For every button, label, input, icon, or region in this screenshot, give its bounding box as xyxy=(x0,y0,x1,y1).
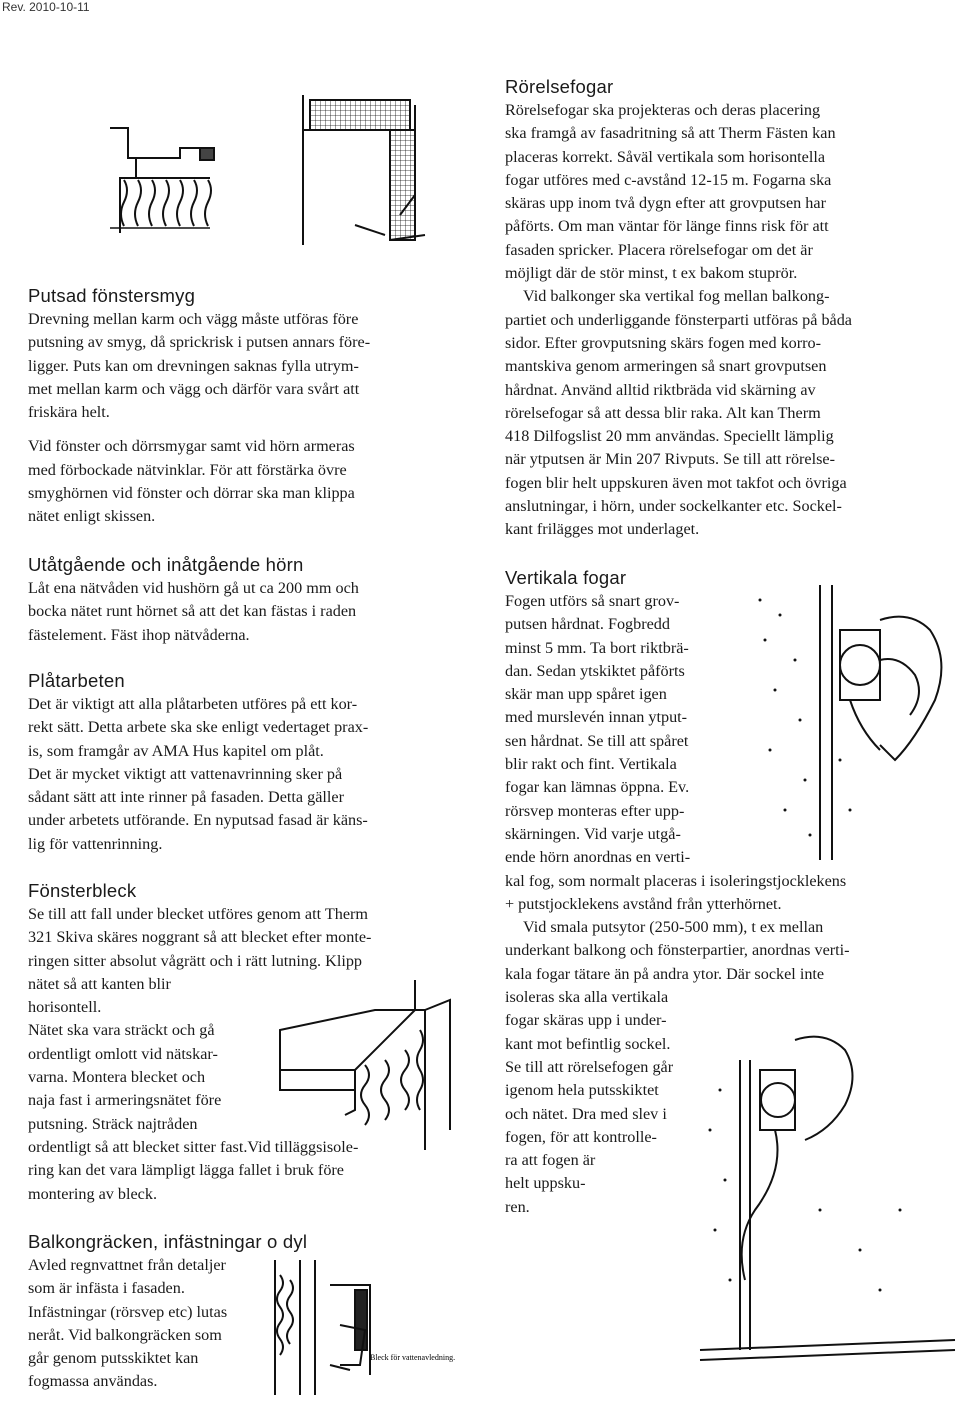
paragraph-vertikala-fogar: Fogen utförs så snart grov- putsen hårdnat. Fogbredd minst 5 mm. Ta bort riktbrä- dan. Sedan ytskiktet påförts skär man upp spåret igen med murslevén innan ytput- sen hårdnat. Se till att spåret blir rakt och fint. Vertikala fogar kan lämnas öppna. Ev. rörsvep monteras efter upp- skärningen. Vid varje utgå- ende hörn anordnas en verti- kal fog, som normalt placeras i isoleringstjocklekens + putstjocklekens avstånd från ytterhörnet. Vid smala putsytor (250-500 mm), t ex mellan underkant balkong och fönsterpartier, anordnas verti- kala fogar tätare än på andra ytor. Där sockel inte isoleras ska alla vertikala fogar skäras upp i under- kant mot befintlig sockel. Se till att rörelsefogen går igenom hela putsskiktet och nätet. Dra med slev i fogen, för att kontrolle- ra att fogen är helt uppsku- ren. xyxy=(505,592,850,1216)
heading-fonsterbleck: Fönsterbleck xyxy=(28,880,137,901)
corner-mesh-sketch xyxy=(295,95,445,255)
paragraph-rorelsefogar: Rörelsefogar ska projekteras och deras placering ska framgå av fasadritning så att Therm Fästen kan placeras korrekt. Såväl vertikala som horisontella fogar utföres med c-avstånd 12-15 m. Fogarna ska skäras upp inom två dygn efter att grovputsen har påförts. Om man väntar för länge finns risk för att fasaden spricker. Placera rörelsefogar om det är möjligt där de stör minst, t ex bakom stuprör. Vid balkonger ska vertikal fog mellan balkong- partiet och underliggande fönsterparti utföras på båda sidor. Efter grovputsning skärs fogen med korro- mantskiva genom armeringen så snart grovputsen hårdnat. Använd alltid riktbräda vid skärning av rörelsefogar så att dessa blir raka. Alt kan Therm 418 Dilfogslist 20 mm användas. Speciellt lämplig när ytputsen är Min 207 Rivputs. Se till att rörelse- fogen blir helt uppskuren även mot takfot och övriga anslutningar, i hörn, under sockelkanter etc. Sockel- kant frilägges mot underlaget. xyxy=(505,101,852,539)
paragraph-utatgaende-horn: Låt ena nätvåden vid hushörn gå ut ca 200 mm och bocka nätet runt hörnet så att det kan fästas i raden fästelement. Fäst ihop nätvåderna. xyxy=(28,579,359,644)
paragraph-fonsterbleck: Se till att fall under blecket utföres genom att Therm 321 Skiva skäres noggrant så att blecket efter monte- ringen sitter absolut vågrätt och i rätt lutning. Klipp nätet så att kanten blir horisontell. Nätet ska vara sträckt och gå ordentligt omlott vid nätskar- varna. Montera blecket och naja fast i armeringsnätet före putsning. Sträck najtråden ordentligt så att blecket sitter fast.Vid tilläggsisole- ring kan det vara lämpligt lägga fallet i bruk före montering av bleck. xyxy=(28,905,372,1203)
heading-balkongracken: Balkongräcken, infästningar o dyl xyxy=(28,1231,308,1252)
paragraph-balkongracken: Avled regnvattnet från detaljer som är infästa i fasaden. Infästningar (rörsvep etc) lutas neråt. Vid balkongräcken som går genom putsskiktet kan fogmassa användas. xyxy=(28,1256,228,1391)
paragraph-platarbeten: Det är viktigt att alla plåtarbeten utföres på ett kor- rekt sätt. Detta arbete ska ske enligt vedertaget prax- is, som framgår av AMA Hus kapitel om plåt. Det är mycket viktigt att vattenavrinning sker på sådant sätt att inte rinner på fasaden. Detta gäller under arbetets utförande. En nyputsad fasad är käns- lig för vattenrinning. xyxy=(28,695,369,853)
window-reveal-sketch xyxy=(110,118,230,238)
heading-vertikala-fogar: Vertikala fogar xyxy=(505,567,627,588)
heading-putsad-fonstersmyg: Putsad fönstersmyg xyxy=(28,285,196,306)
heading-platarbeten: Plåtarbeten xyxy=(28,670,125,691)
paragraph-putsad-fonstersmyg: Drevning mellan karm och vägg måste utföras före putsning av smyg, då sprickrisk i putsen annars före- ligger. Puts kan om drevningen saknas fylla utrym- met mellan karm och vägg och därför vara svårt att friskära helt. Vid fönster och dörrsmygar samt vid hörn armeras med förbockade nätvinklar. För att förstärka övre smyghörnen vid fönster och dörrar ska man klippa nätet enligt skissen. xyxy=(28,310,371,526)
heading-rorelsefogar: Rörelsefogar xyxy=(505,76,614,97)
heading-utatgaende-horn: Utåtgående och inåtgående hörn xyxy=(28,554,304,575)
figure-caption: Bleck för vattenavledning. xyxy=(370,1353,456,1362)
revision-label: Rev. 2010-10-11 xyxy=(2,0,90,14)
